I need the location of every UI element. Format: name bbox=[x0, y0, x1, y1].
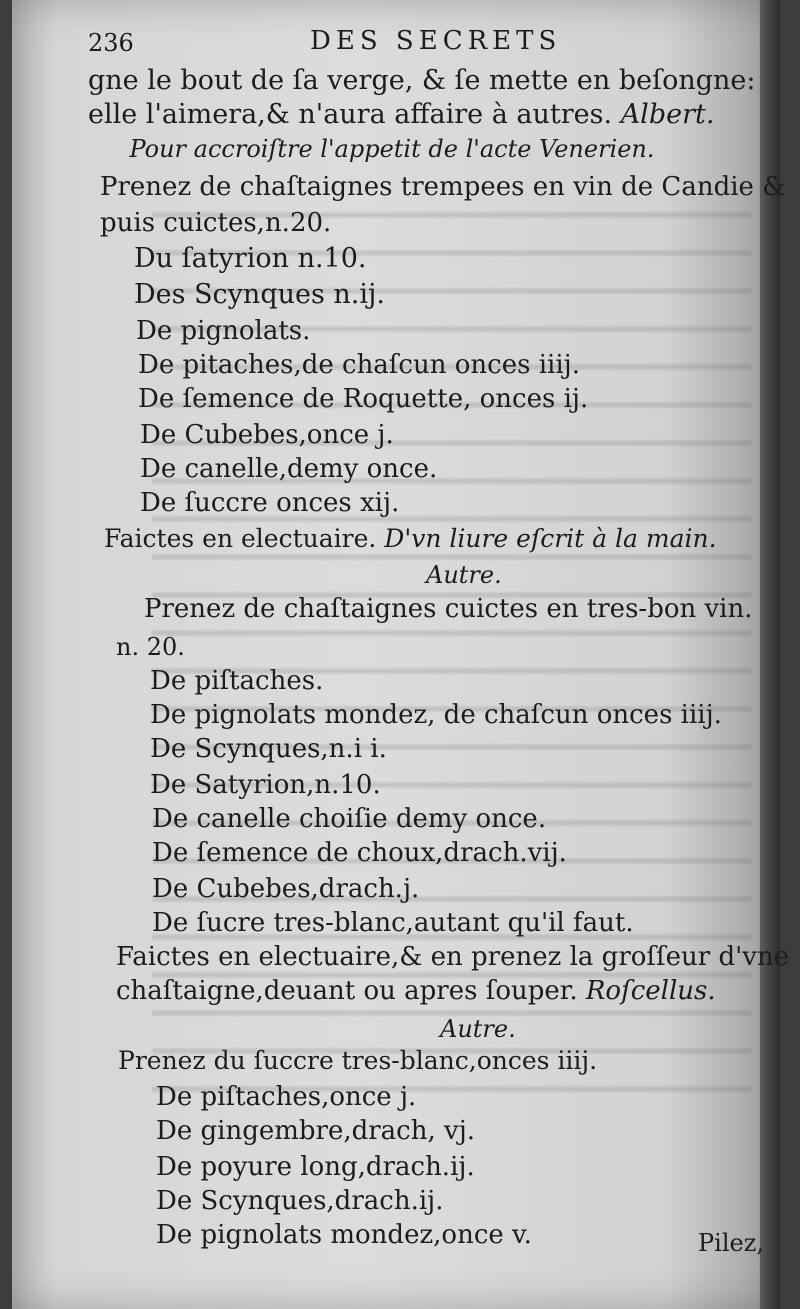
catchword: Pilez, bbox=[698, 1229, 764, 1257]
ingredient-line: De pignolats mondez,once v. bbox=[156, 1220, 532, 1250]
running-head: DES SECRETS bbox=[310, 26, 562, 56]
text-span: chaſtaigne,deuant ou apres ſouper. bbox=[116, 976, 578, 1006]
ingredient-line: De Cubebes,drach.j. bbox=[152, 874, 420, 904]
text-line: gne le bout de ſa verge, & ſe mette en beſongne: bbox=[88, 65, 756, 96]
source-citation: Albert. bbox=[620, 99, 715, 130]
ingredient-line: De Satyrion,n.10. bbox=[150, 770, 381, 800]
ingredient-line: De canelle,demy once. bbox=[140, 454, 438, 484]
ingredient-line: De ſemence de choux,drach.vij. bbox=[152, 838, 567, 868]
recipe-title: Pour accroiſtre l'appetit de l'acte Venerien. bbox=[129, 135, 655, 163]
text-line: n. 20. bbox=[116, 633, 185, 661]
ingredient-line: De poyure long,drach.ij. bbox=[156, 1152, 475, 1182]
ingredient-line: De pitaches,de chaſcun onces iiij. bbox=[138, 350, 580, 380]
text-span: Faictes en electuaire. bbox=[104, 524, 377, 553]
text-line: Faictes en electuaire,& en prenez la groſſeur d'vne bbox=[116, 942, 790, 972]
ingredient-line: Du ſatyrion n.10. bbox=[134, 243, 367, 274]
page-number: 236 bbox=[88, 29, 134, 57]
text-span: elle l'aimera,& n'aura affaire à autres. bbox=[88, 99, 613, 130]
text-line bbox=[104, 524, 717, 554]
ingredient-line: De pignolats. bbox=[136, 316, 311, 346]
text-line: puis cuictes,n.20. bbox=[100, 208, 332, 238]
ingredient-line: Des Scynques n.ij. bbox=[134, 279, 385, 310]
source-citation: Roſcellus. bbox=[585, 976, 716, 1006]
text-line bbox=[116, 976, 716, 1006]
ingredient-line: De canelle choiſie demy once. bbox=[152, 804, 547, 834]
ingredient-line: De Scynques,n.i i. bbox=[150, 734, 387, 764]
source-citation: D'vn liure eſcrit à la main. bbox=[384, 524, 717, 553]
ingredient-line: De piſtaches,once j. bbox=[156, 1082, 417, 1112]
ingredient-line: De gingembre,drach, vj. bbox=[156, 1116, 476, 1146]
recipe-title: Autre. bbox=[440, 1015, 516, 1043]
ingredient-line: De piſtaches. bbox=[150, 666, 324, 696]
ingredient-line: De Cubebes,once j. bbox=[140, 420, 394, 450]
ingredient-line: De ſucre tres-blanc,autant qu'il faut. bbox=[152, 908, 634, 938]
ingredient-line: De ſuccre onces xij. bbox=[140, 488, 400, 518]
recipe-title: Autre. bbox=[426, 561, 502, 589]
text-line: Prenez de chaſtaignes cuictes en tres-bon vin. bbox=[144, 594, 753, 624]
text-line: Prenez de chaſtaignes trempees en vin de Candie & bbox=[100, 172, 786, 202]
text-line bbox=[88, 100, 714, 130]
ingredient-line: De ſemence de Roquette, onces ij. bbox=[138, 384, 589, 414]
ingredient-line: De pignolats mondez, de chaſcun onces iiij. bbox=[150, 700, 722, 730]
text-line: Prenez du ſuccre tres-blanc,onces iiij. bbox=[118, 1046, 598, 1075]
ingredient-line: De Scynques,drach.ij. bbox=[156, 1186, 444, 1216]
book-page bbox=[12, 0, 790, 1309]
